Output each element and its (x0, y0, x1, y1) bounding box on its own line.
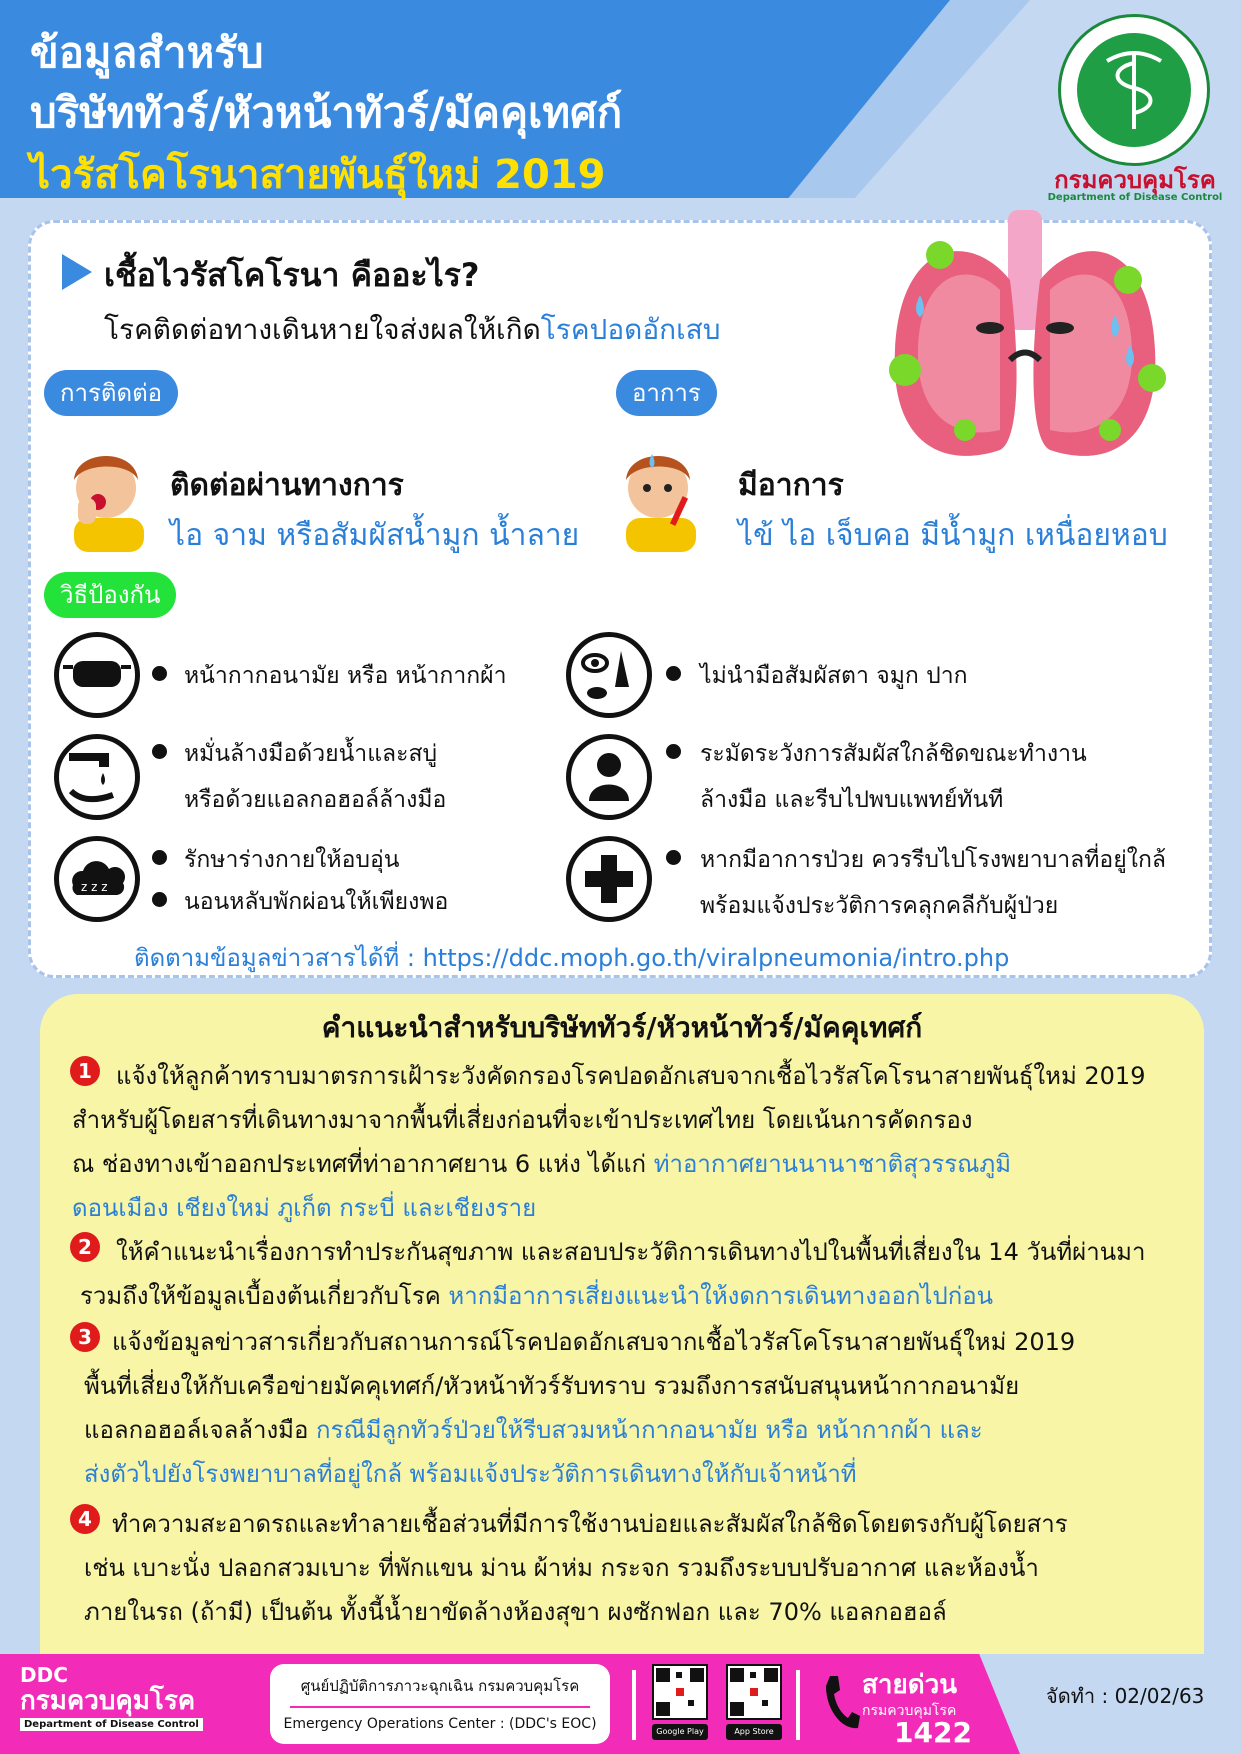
prevention-item-3-line-2: หรือด้วยแอลกอฮอล์ล้างมือ (184, 787, 447, 813)
prevention-item-5-line-2: นอนหลับพักผ่อนให้เพียงพอ (184, 889, 449, 915)
title-line-2: บริษัททัวร์/หัวหน้าทัวร์/มัคคุเทศก์ (30, 88, 623, 137)
bullet (666, 850, 681, 865)
symptoms-label: อาการ (616, 370, 717, 416)
prevention-item-4-line-1: ระมัดระวังการสัมผัสใกล้ชิดขณะทำงาน (700, 741, 1087, 767)
title-line-1: ข้อมูลสำหรับ (30, 28, 264, 77)
line-text: พื้นที่เสี่ยงให้กับเครือข่ายมัคคุเทศก์/หัวหน้าทัวร์รับทราบ รวมถึงการสนับสนุนหน้ากากอนามัย (84, 1372, 1020, 1400)
question-desc (104, 308, 721, 352)
title-line-3: ไวรัสโคโรนาสายพันธุ์ใหม่ 2019 (30, 152, 606, 198)
line-highlight: ดอนเมือง เชียงใหม่ ภูเก็ต กระบี่ และเชียงราย (72, 1194, 537, 1222)
advice-4-line-1 (112, 1504, 1068, 1543)
follow-link[interactable]: ติดตามข้อมูลข่าวสารได้ที่ : https://ddc.moph.go.th/viralpneumonia/intro.php (134, 944, 1010, 972)
advice-1-line-1 (116, 1056, 1145, 1095)
prevention-item-3-line-1: หมั่นล้างมือด้วยน้ำและสบู่ (184, 741, 438, 767)
prevention-item-6-line-2: พร้อมแจ้งประวัติการคลุกคลีกับผู้ป่วย (700, 893, 1059, 919)
prevention-item-1-line-1: หน้ากากอนามัย หรือ หน้ากากผ้า (184, 663, 507, 689)
line-highlight: หากมีอาการเสี่ยงแนะนำให้งดการเดินทางออกไปก่อน (448, 1282, 994, 1310)
advice-1-line-2 (72, 1100, 972, 1139)
phone-icon (822, 1672, 862, 1734)
hotline-number[interactable]: 1422 (894, 1716, 972, 1749)
advice-title: คำแนะนำสำหรับบริษัททัวร์/หัวหน้าทัวร์/มัคคุเทศก์ (321, 1011, 923, 1044)
hotline-org: กรมควบคุมโรค (862, 1703, 957, 1719)
desc-prefix: โรคติดต่อทางเดินหายใจส่งผลให้เกิด (104, 313, 541, 346)
line-text: ณ ช่องทางเข้าออกประเทศที่ท่าอากาศยาน 6 แห่ง ได้แก่ (72, 1150, 654, 1178)
eoc-divider (290, 1706, 590, 1708)
lungs-illustration-icon (860, 200, 1190, 490)
divider (796, 1670, 800, 1740)
mask-icon (54, 632, 140, 718)
number-badge-1: 1 (70, 1056, 100, 1086)
line-text: แจ้งให้ลูกค้าทราบมาตรการเฝ้าระวังคัดกรองโรคปอดอักเสบจากเชื้อไวรัสโคโรนาสายพันธุ์ใหม่ 2019 (116, 1062, 1146, 1090)
bullet (666, 666, 681, 681)
divider (632, 1670, 636, 1740)
advice-1-line-4 (72, 1188, 536, 1227)
face-touch-icon (566, 632, 652, 718)
symptoms-heading: มีอาการ (738, 468, 844, 503)
ddc-en: Department of Disease Control (20, 1718, 203, 1731)
ddc-logo (20, 1664, 203, 1731)
question-title: เชื้อไวรัสโคโรนา คืออะไร? (104, 256, 480, 294)
prevention-item-2-line-1: ไม่นำมือสัมผัสตา จมูก ปาก (700, 663, 968, 689)
app-store-badge[interactable]: App Store (726, 1724, 782, 1740)
advice-3-line-3 (84, 1410, 983, 1449)
eoc-th: ศูนย์ปฏิบัติการภาวะฉุกเฉิน กรมควบคุมโรค (300, 1677, 580, 1695)
coughing-person-icon (60, 440, 152, 552)
logo-label: กรมควบคุมโรค (1054, 166, 1216, 194)
bullet (152, 892, 167, 907)
transmission-heading: ติดต่อผ่านทางการ (170, 468, 404, 503)
hotline-label: สายด่วน (862, 1670, 957, 1700)
transmission-label: การติดต่อ (44, 370, 178, 416)
transmission-detail: ไอ จาม หรือสัมผัสน้ำมูก น้ำลาย (170, 518, 580, 553)
line-text: ทำความสะอาดรถและทำลายเชื้อส่วนที่มีการใช้งานบ่อยและสัมผัสใกล้ชิดโดยตรงกับผู้โดยสาร (112, 1510, 1068, 1538)
line-highlight: กรณีมีลูกทัวร์ป่วยให้รีบสวมหน้ากากอนามัย หรือ หน้ากากผ้า และ (316, 1416, 983, 1444)
desc-highlight: โรคปอดอักเสบ (540, 313, 721, 346)
eoc-box (270, 1664, 610, 1744)
logo-sub: Department of Disease Control (1047, 192, 1223, 203)
google-play-badge[interactable]: Google Play (652, 1724, 708, 1740)
person-icon (566, 734, 652, 820)
bullet (152, 850, 167, 865)
made-date: จัดทำ : 02/02/63 (1046, 1684, 1205, 1708)
line-text: แจ้งข้อมูลข่าวสารเกี่ยวกับสถานการณ์โรคปอดอักเสบจากเชื้อไวรัสโคโรนาสายพันธุ์ใหม่ 2019 (112, 1328, 1076, 1356)
prevention-label: วิธีป้องกัน (44, 572, 176, 618)
advice-3-line-4 (84, 1454, 857, 1493)
bullet (666, 744, 681, 759)
qr-code-icon[interactable] (726, 1664, 782, 1720)
bullet (152, 666, 167, 681)
advice-3-line-1 (112, 1322, 1075, 1361)
prevention-item-5-line-1: รักษาร่างกายให้อบอุ่น (184, 847, 400, 873)
line-text: ให้คำแนะนำเรื่องการทำประกันสุขภาพ และสอบประวัติการเดินทางไปในพื้นที่เสี่ยงใน 14 วันที่ผ่านมา (116, 1238, 1146, 1266)
medical-cross-icon (566, 836, 652, 922)
svg-text:z z z: z z z (81, 880, 108, 894)
advice-1-line-3 (72, 1144, 1011, 1183)
ddc-short: DDC (20, 1663, 68, 1687)
line-text: แอลกอฮอล์เจลล้างมือ (84, 1416, 317, 1444)
sleep-icon (54, 836, 140, 922)
line-highlight: ท่าอากาศยานนานาชาติสุวรรณภูมิ (653, 1150, 1012, 1178)
number-badge-2: 2 (70, 1232, 100, 1262)
advice-2-line-1 (116, 1232, 1145, 1271)
bullet (152, 744, 167, 759)
sick-person-icon (612, 440, 704, 552)
ministry-seal-logo (1058, 14, 1210, 166)
symptoms-detail: ไข้ ไอ เจ็บคอ มีน้ำมูก เหนื่อยหอบ (738, 518, 1168, 553)
prevention-item-6-line-1: หากมีอาการป่วย ควรรีบไปโรงพยาบาลที่อยู่ใกล้ (700, 847, 1166, 873)
line-text: เช่น เบาะนั่ง ปลอกสวมเบาะ ที่พักแขน ม่าน ผ้าห่ม กระจก รวมถึงระบบปรับอากาศ และห้องน้ำ (84, 1554, 1039, 1582)
advice-3-line-2 (84, 1366, 1019, 1405)
play-triangle-icon (62, 254, 92, 290)
advice-2-line-2 (80, 1276, 993, 1315)
ddc-name: กรมควบคุมโรค (20, 1686, 196, 1716)
qr-code-icon[interactable] (652, 1664, 708, 1720)
line-text: รวมถึงให้ข้อมูลเบื้องต้นเกี่ยวกับโรค (80, 1282, 449, 1310)
handwash-icon (54, 734, 140, 820)
line-highlight: ส่งตัวไปยังโรงพยาบาลที่อยู่ใกล้ พร้อมแจ้งประวัติการเดินทางให้กับเจ้าหน้าที่ (84, 1460, 857, 1488)
advice-4-line-3 (84, 1592, 947, 1631)
line-text: ภายในรถ (ถ้ามี) เป็นต้น ทั้งนี้น้ำยาขัดล้างห้องสุขา ผงซักฟอก และ 70% แอลกอฮอล์ (84, 1598, 947, 1626)
number-badge-3: 3 (70, 1322, 100, 1352)
eoc-en: Emergency Operations Center : (DDC's EOC) (283, 1716, 597, 1732)
line-text: สำหรับผู้โดยสารที่เดินทางมาจากพื้นที่เสี่ยงก่อนที่จะเข้าประเทศไทย โดยเน้นการคัดกรอง (72, 1106, 973, 1134)
prevention-item-4-line-2: ล้างมือ และรีบไปพบแพทย์ทันที (700, 787, 1004, 813)
advice-4-line-2 (84, 1548, 1039, 1587)
number-badge-4: 4 (70, 1504, 100, 1534)
